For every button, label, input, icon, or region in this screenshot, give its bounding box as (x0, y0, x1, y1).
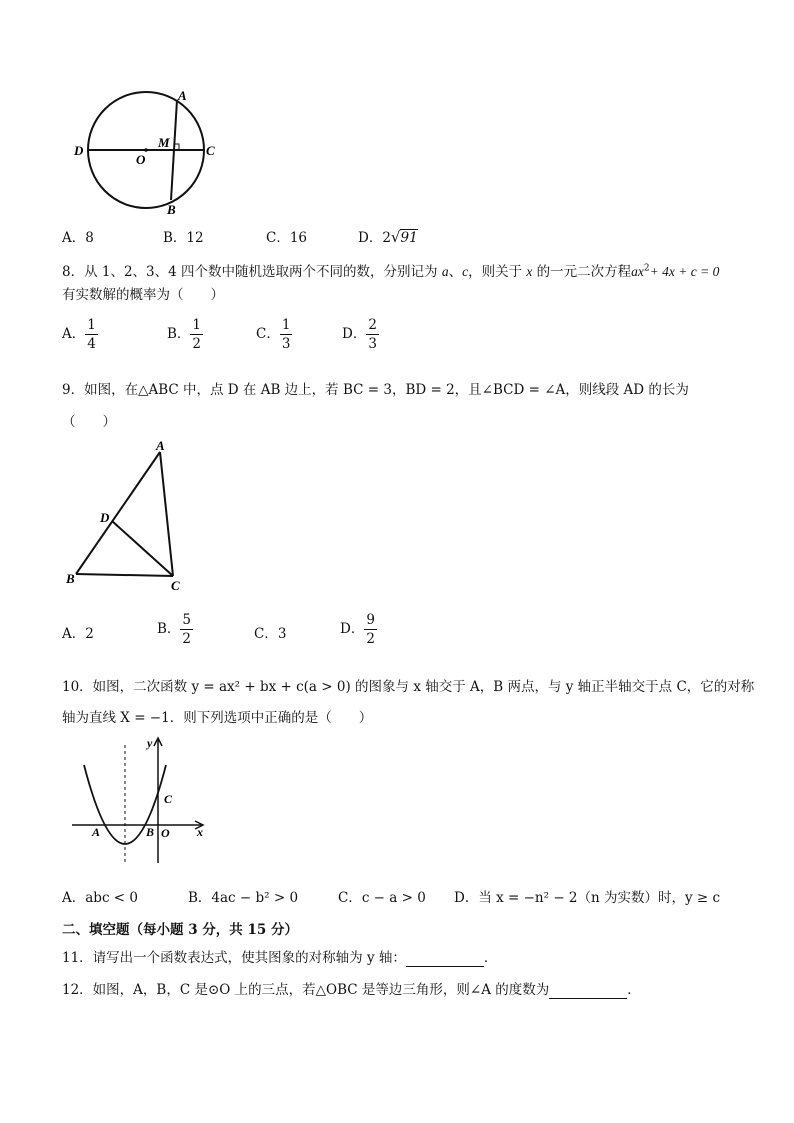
label-c: C (206, 143, 215, 158)
fraction (85, 316, 98, 353)
side-ab (76, 452, 160, 574)
q8-equation-pre: ax (631, 264, 644, 279)
q10-line1: 10．如图，二次函数 y = ax² + bx + c(a > 0) 的图象与 x 轴交于 A，B 两点，与 y 轴正半轴交于点 C，它的对称 (62, 679, 755, 695)
q7-option-a: A．8 (62, 230, 94, 246)
q7-option-d (358, 226, 418, 246)
fraction (190, 316, 203, 353)
q9-option-b-label: B． (157, 621, 181, 637)
q8-option-a-label: A． (62, 326, 86, 342)
q8-option-a (62, 316, 98, 353)
label-d: D (100, 510, 110, 525)
q8-var-x: x (526, 264, 533, 279)
denominator: 2 (182, 631, 192, 647)
q11-answer-blank[interactable] (406, 950, 484, 967)
q9-option-d-label: D． (340, 621, 365, 637)
denominator: 3 (281, 336, 291, 352)
side-ac (160, 452, 173, 576)
q10-option-c: C．c − a > 0 (338, 890, 426, 906)
q10-option-d: D．当 x = −n² − 2（n 为实数）时，y ≥ c (454, 890, 721, 906)
label-a: A (178, 88, 187, 103)
q11-line (62, 946, 497, 967)
denominator: 2 (192, 336, 202, 352)
denominator: 3 (368, 336, 377, 352)
label-y: y (147, 736, 153, 750)
label-m: M (158, 135, 170, 150)
q8-sep: 、 (448, 264, 463, 280)
denominator: 2 (366, 631, 375, 647)
q10-line2: 轴为直线 X = −1．则下列选项中正确的是（ ） (62, 710, 373, 726)
figure-circle-chords (70, 86, 230, 216)
label-a: A (156, 438, 165, 453)
figure-triangle-abc (62, 438, 212, 598)
q9-option-b (157, 611, 193, 648)
numerator: 2 (368, 317, 377, 333)
label-b: B (167, 202, 176, 216)
q7-option-d-label: D．2 (358, 230, 391, 246)
label-b: B (146, 825, 155, 839)
label-c: C (171, 578, 180, 593)
fraction (280, 316, 293, 353)
label-d: D (74, 143, 84, 158)
q9-line1: 9．如图，在△ABC 中，点 D 在 AB 边上，若 BC = 3，BD = 2，且∠BCD = ∠A，则线段 AD 的长为 (62, 382, 689, 398)
numerator: 5 (182, 612, 192, 628)
side-bc (76, 574, 173, 576)
q9-option-a: A．2 (62, 626, 94, 642)
label-c: C (164, 792, 173, 806)
label-a: A (92, 825, 101, 839)
q12-line (62, 978, 641, 999)
q8-line2: 有实数解的概率为（ ） (62, 287, 224, 303)
q9-line2: （ ） (62, 414, 116, 430)
q8-text-c: 的一元二次方程 (536, 264, 632, 280)
q10-option-b: B．4ac − b² > 0 (188, 890, 299, 906)
q8-option-b-label: B． (167, 326, 191, 342)
numerator: 1 (87, 317, 96, 333)
q11-end: ． (483, 950, 498, 966)
denominator: 4 (87, 336, 96, 352)
q7-option-c: C．16 (266, 230, 308, 246)
q10-option-a: A．abc < 0 (62, 890, 138, 906)
q8-option-b (167, 316, 203, 353)
q8-text-b: ，则关于 (468, 264, 523, 280)
q8-equation-sup: 2 (643, 263, 650, 274)
section-title-fill-in: 二、填空题（每小题 3 分，共 15 分） (62, 922, 298, 938)
numerator: 9 (366, 612, 375, 628)
q12-answer-blank[interactable] (549, 982, 627, 999)
segment-dc (112, 521, 173, 576)
q8-line1 (62, 260, 719, 280)
q8-option-c-label: C． (256, 326, 280, 342)
q8-text-a: 8．从 1、2、3、4 四个数中随机选取两个不同的数，分别记为 (62, 264, 438, 280)
q8-option-d (342, 316, 379, 353)
q12-end: ． (627, 982, 641, 998)
q8-var-c: c (462, 264, 469, 279)
fraction (366, 316, 379, 353)
q9-option-c: C．3 (254, 626, 287, 642)
q8-equation-post: + 4x + c = 0 (649, 264, 720, 279)
q8-option-c (256, 316, 292, 353)
q7-option-b: B．12 (163, 230, 204, 246)
label-x: x (197, 825, 203, 839)
label-o: O (161, 826, 170, 840)
figure-parabola (70, 733, 210, 868)
sqrt-sign: √ (390, 228, 401, 246)
label-o: O (136, 152, 146, 167)
q12-text: 12．如图，A，B，C 是⊙O 上的三点，若△OBC 是等边三角形，则∠A 的度数为 (62, 982, 550, 998)
numerator: 1 (281, 317, 291, 333)
fraction (364, 611, 377, 648)
fraction (180, 611, 193, 648)
q9-option-d (340, 611, 377, 648)
label-b: B (66, 571, 75, 586)
q11-text: 11．请写出一个函数表达式，使其图象的对称轴为 y 轴： (62, 950, 406, 966)
q7-sqrt-value: 91 (400, 230, 418, 246)
q8-option-d-label: D． (342, 326, 367, 342)
q8-var-a: a (441, 264, 449, 279)
numerator: 1 (192, 317, 202, 333)
